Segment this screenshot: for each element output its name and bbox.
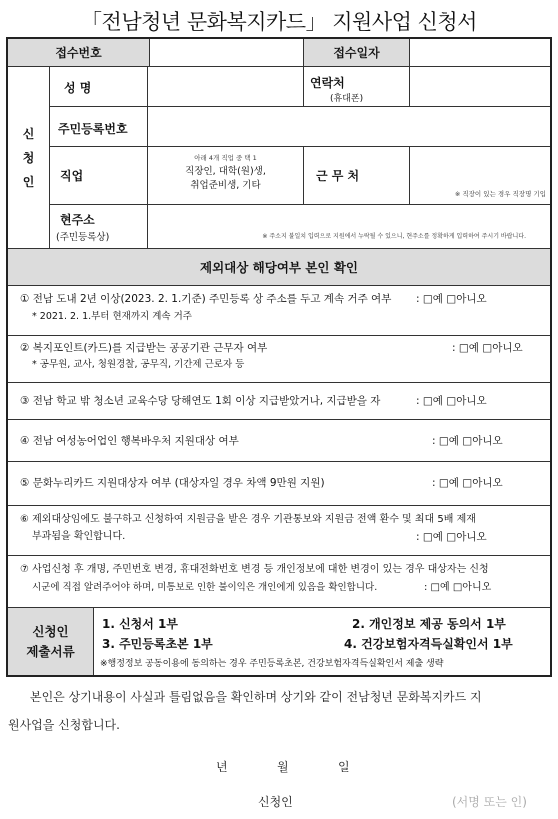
date-month-label: 월: [277, 760, 289, 774]
job-hint-title: 아래 4개 직업 중 택 1: [194, 154, 257, 162]
documents-label: 신청인 제출서류: [8, 608, 94, 675]
form-title: 「전남청년 문화복지카드」 지원사업 신청서: [81, 10, 477, 34]
document-item-2: 2. 개인정보 제공 동의서 1부: [352, 617, 506, 631]
eligibility-item-6: ⑥ 제외대상임에도 불구하고 신청하여 지원금을 받은 경우 기관통보와 지원금 전액 환수 및 최대 5배 제재 부과됨을 확인합니다. : □예 □아니오: [8, 506, 550, 556]
rrn-label: 주민등록번호: [50, 107, 148, 147]
item-3-options[interactable]: : □예 □아니오: [416, 395, 487, 407]
item-7-options[interactable]: : □예 □아니오: [424, 582, 492, 593]
job-hint-line2: 취업준비생, 기타: [190, 180, 261, 191]
eligibility-item-1: ① 전남 도내 2년 이상(2023. 2. 1.기준) 주민등록 상 주소를 두고 계속 거주 여부 * 2021. 2. 1.부터 현재까지 계속 거주 : □예 □아니오: [8, 286, 550, 336]
application-form: [6, 37, 552, 677]
declaration-line-2: 원사업을 신청합니다.: [8, 718, 120, 732]
documents-note: ※행정정보 공동이용에 동의하는 경우 주민등록초본, 건강보험자격득실확인서 제출 생략: [100, 659, 444, 669]
address-field[interactable]: [148, 205, 550, 249]
date-year-label: 년: [216, 760, 228, 774]
workplace-hint: ※ 직장이 있는 경우 직장명 기입: [454, 190, 546, 198]
address-hint: ※ 주소지 불일치 입력으로 지원에서 누락될 수 있으니, 현주소를 정확하게 입력하여 주시기 바랍니다.: [262, 233, 526, 240]
signature-applicant-label: 신청인: [258, 795, 293, 809]
contact-label-cell: [304, 67, 410, 107]
name-label: 성 명: [50, 67, 148, 107]
job-hint-line1: 직장인, 대학(원)생,: [185, 166, 266, 177]
eligibility-item-4: ④ 전남 여성농어업인 행복바우처 지원대상 여부 : □예 □아니오: [8, 420, 550, 462]
receipt-date-field[interactable]: [410, 39, 550, 67]
eligibility-item-3: ③ 전남 학교 밖 청소년 교육수당 당해연도 1회 이상 지급받았거나, 지급받을 자 : □예 □아니오: [8, 383, 550, 420]
eligibility-header: 제외대상 해당여부 본인 확인: [8, 249, 550, 286]
item-5-options[interactable]: : □예 □아니오: [432, 477, 503, 489]
job-label: 직업: [50, 147, 148, 205]
contact-sub-label: (휴대폰): [330, 94, 364, 104]
receipt-number-label: 접수번호: [8, 39, 150, 67]
receipt-date-label: 접수일자: [304, 39, 410, 67]
job-field[interactable]: [148, 147, 304, 205]
workplace-label: 근 무 처: [304, 147, 410, 205]
item-1-options[interactable]: : □예 □아니오: [416, 293, 487, 305]
contact-field[interactable]: [410, 67, 550, 107]
item-2-options[interactable]: : □예 □아니오: [452, 342, 523, 354]
eligibility-item-7: ⑦ 사업신청 후 개명, 주민번호 변경, 휴대전화번호 변경 등 개인정보에 대한 변경이 있는 경우 대상자는 신청 시군에 직접 알려주어야 하며, 미통보로 인한 불이익은 개인에게 있음을 확인합니다. : □예 □아니오: [8, 556, 550, 608]
name-field[interactable]: [148, 67, 304, 107]
declaration-line-1: 본인은 상기내용이 사실과 틀림없음을 확인하며 상기와 같이 전남청년 문화복지카드 지: [30, 690, 482, 704]
eligibility-item-2: ② 복지포인트(카드)를 지급받는 공공기관 근무자 여부 * 공무원, 교사, 청원경찰, 공무직, 기간제 근로자 등 : □예 □아니오: [8, 336, 550, 383]
date-day-label: 일: [338, 760, 350, 774]
address-label-cell: [50, 205, 148, 249]
document-item-3: 3. 주민등록초본 1부: [102, 637, 213, 651]
address-sub-label: (주민등록상): [56, 232, 110, 243]
item-6-options[interactable]: : □예 □아니오: [416, 531, 487, 543]
contact-label: 연락처: [310, 76, 345, 90]
item-4-options[interactable]: : □예 □아니오: [432, 435, 503, 447]
applicant-section-label: 신 청 인: [8, 67, 50, 249]
receipt-number-field[interactable]: [150, 39, 304, 67]
document-item-1: 1. 신청서 1부: [102, 617, 178, 631]
eligibility-item-5: ⑤ 문화누리카드 지원대상자 여부 (대상자일 경우 차액 9만원 지원) : □예 □아니오: [8, 462, 550, 506]
address-label: 현주소: [60, 213, 95, 227]
rrn-field[interactable]: [148, 107, 550, 147]
workplace-field[interactable]: [410, 147, 550, 205]
signature-hint[interactable]: (서명 또는 인): [452, 795, 527, 809]
document-item-4: 4. 건강보험자격득실확인서 1부: [344, 637, 513, 651]
